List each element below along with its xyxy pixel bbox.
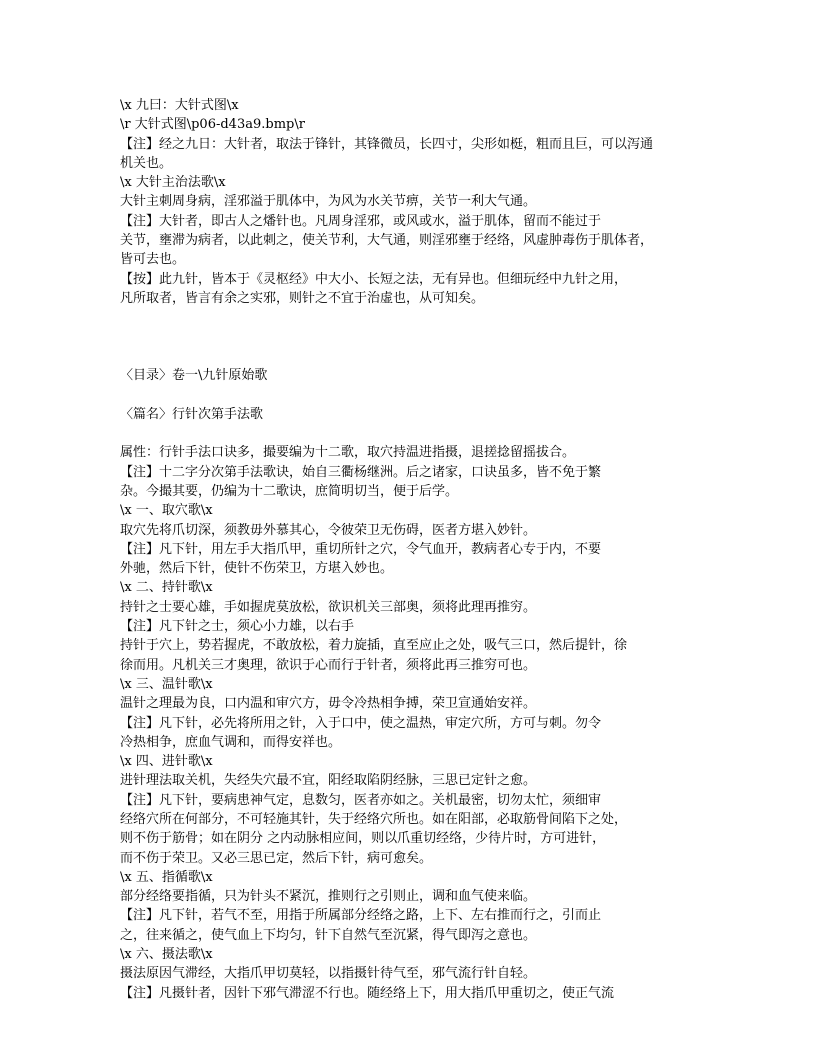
text-line: 部分经络要指循，只为针头不紧沉，推则行之引则止，调和血气使来临。 — [120, 889, 537, 905]
text-line: 进针理法取关机，失经失穴最不宜，阳经取陷阴经脉，三思已定针之愈。 — [120, 773, 537, 789]
text-line: 则不伤于筋骨；如在阴分 之内动脉相应间，则以爪重切经络，少待片时，方可进针， — [120, 831, 606, 847]
text-line: 凡所取者，皆言有余之实邪，则针之不宜于治虚也，从可知矣。 — [120, 290, 485, 306]
song-heading: \x 一、取穴歌\x — [120, 503, 213, 519]
text-line: 徐而用。凡机关三才奥理，欲识于心而行于针者，须将此再三推穷可也。 — [120, 657, 537, 673]
text-line: 【注】凡下针，用左手大指爪甲，重切所针之穴，令气血开，教病者心专于内，不要 — [120, 541, 602, 557]
catalog-line: 〈目录〉卷一\九针原始歌 — [120, 368, 268, 384]
text-line: 持针之士要心雄，手如握虎莫放松，欲识机关三部奥，须将此理再推穷。 — [120, 599, 537, 615]
text-line: 温针之理最为良，口内温和审穴方，毋令冷热相争搏，荣卫宣通始安祥。 — [120, 696, 537, 712]
document-page — [120, 96, 700, 1003]
song-heading: \x 四、进针歌\x — [120, 754, 213, 770]
chapter-title: 〈篇名〉行针次第手法歌 — [120, 406, 264, 422]
song-heading: \x 六、摄法歌\x — [120, 947, 213, 963]
text-line: 之，往来循之，使气血上下均匀，针下自然气至沉紧，得气即泻之意也。 — [120, 927, 537, 943]
text-line: 【注】凡下针之士，须心小力雄，以右手 — [120, 619, 355, 635]
image-reference-line: \r 大针式图\p06-d43a9.bmp\r — [120, 117, 305, 133]
text-line: 冷热相争，庶血气调和，而得安祥也。 — [120, 734, 342, 750]
text-line: 摄法原因气滞经，大指爪甲切莫轻，以指摄针待气至，邪气流行针自轻。 — [120, 966, 537, 982]
text-line: 机关也。 — [120, 155, 173, 171]
text-line: 【注】凡摄针者，因针下邪气滞涩不行也。随经络上下，用大指爪甲重切之，使正气流 — [120, 985, 615, 1001]
text-line: 【注】凡下针，必先将所用之针，入于口中，使之温热，审定穴所，方可与刺。勿令 — [120, 715, 602, 731]
text-line: 取穴先将爪切深，须教毋外慕其心，令彼荣卫无伤碍，医者方堪入妙针。 — [120, 522, 537, 538]
text-line: \x 大针主治法歌\x — [120, 175, 226, 191]
text-line: 大针主刺周身病，淫邪溢于肌体中，为风为水关节痹，关节一利大气通。 — [120, 194, 537, 210]
text-line: 持针于穴上，势若握虎，不敢放松，着力旋插，直至应止之处，吸气三口，然后提针，徐 — [120, 638, 628, 654]
text-line: 属性：行针手法口诀多，撮要编为十二歌，取穴持温进指摄，退搓捻留摇拔合。 — [120, 445, 576, 461]
text-line: 杂。今撮其要，仍编为十二歌诀，庶简明切当，便于后学。 — [120, 483, 459, 499]
text-line: 【注】经之九日：大针者，取法于锋针，其锋微员，长四寸，尖形如梃，粗而且巨，可以泻通 — [120, 136, 654, 152]
text-line: 【注】大针者，即古人之燔针也。凡周身淫邪，或风或水，溢于肌体，留而不能过于 — [120, 213, 602, 229]
text-line: 【注】凡下针，若气不至，用指于所属部分经络之路，上下、左右推而行之，引而止 — [120, 908, 602, 924]
song-heading: \x 二、持针歌\x — [120, 580, 213, 596]
text-line: \x 九曰：大针式图\x — [120, 98, 239, 113]
section-great-needle — [120, 96, 700, 308]
text-line: 经络穴所在何部分，不可轻施其针，失于经络穴所也。如在阳部，必取筋骨间陷下之处， — [120, 811, 628, 827]
text-line: 【按】此九针，皆本于《灵枢经》中大小、长短之法，无有异也。但细玩经中九针之用， — [120, 271, 628, 287]
song-heading: \x 五、指循歌\x — [120, 869, 213, 885]
text-line: 关节，壅滞为病者，以此刺之，使关节利，大气通，则淫邪壅于经络，风虚肿毒伤于肌体者， — [120, 233, 654, 249]
text-line: 外驰，然后下针，使针不伤荣卫，方堪入妙也。 — [120, 561, 394, 577]
text-line: 而不伤于荣卫。又必三思已定，然后下针，病可愈矣。 — [120, 850, 433, 866]
text-line: 【注】十二字分次第手法歌诀，始自三衢杨继洲。后之诸家，口诀虽多，皆不免于繁 — [120, 464, 602, 480]
song-heading: \x 三、温针歌\x — [120, 676, 213, 692]
section-needling-technique-songs — [120, 443, 700, 1003]
text-line: 【注】凡下针，要病患神气定，息数匀，医者亦如之。关机最密，切勿太忙，须细审 — [120, 792, 602, 808]
text-line: 皆可去也。 — [120, 252, 186, 268]
